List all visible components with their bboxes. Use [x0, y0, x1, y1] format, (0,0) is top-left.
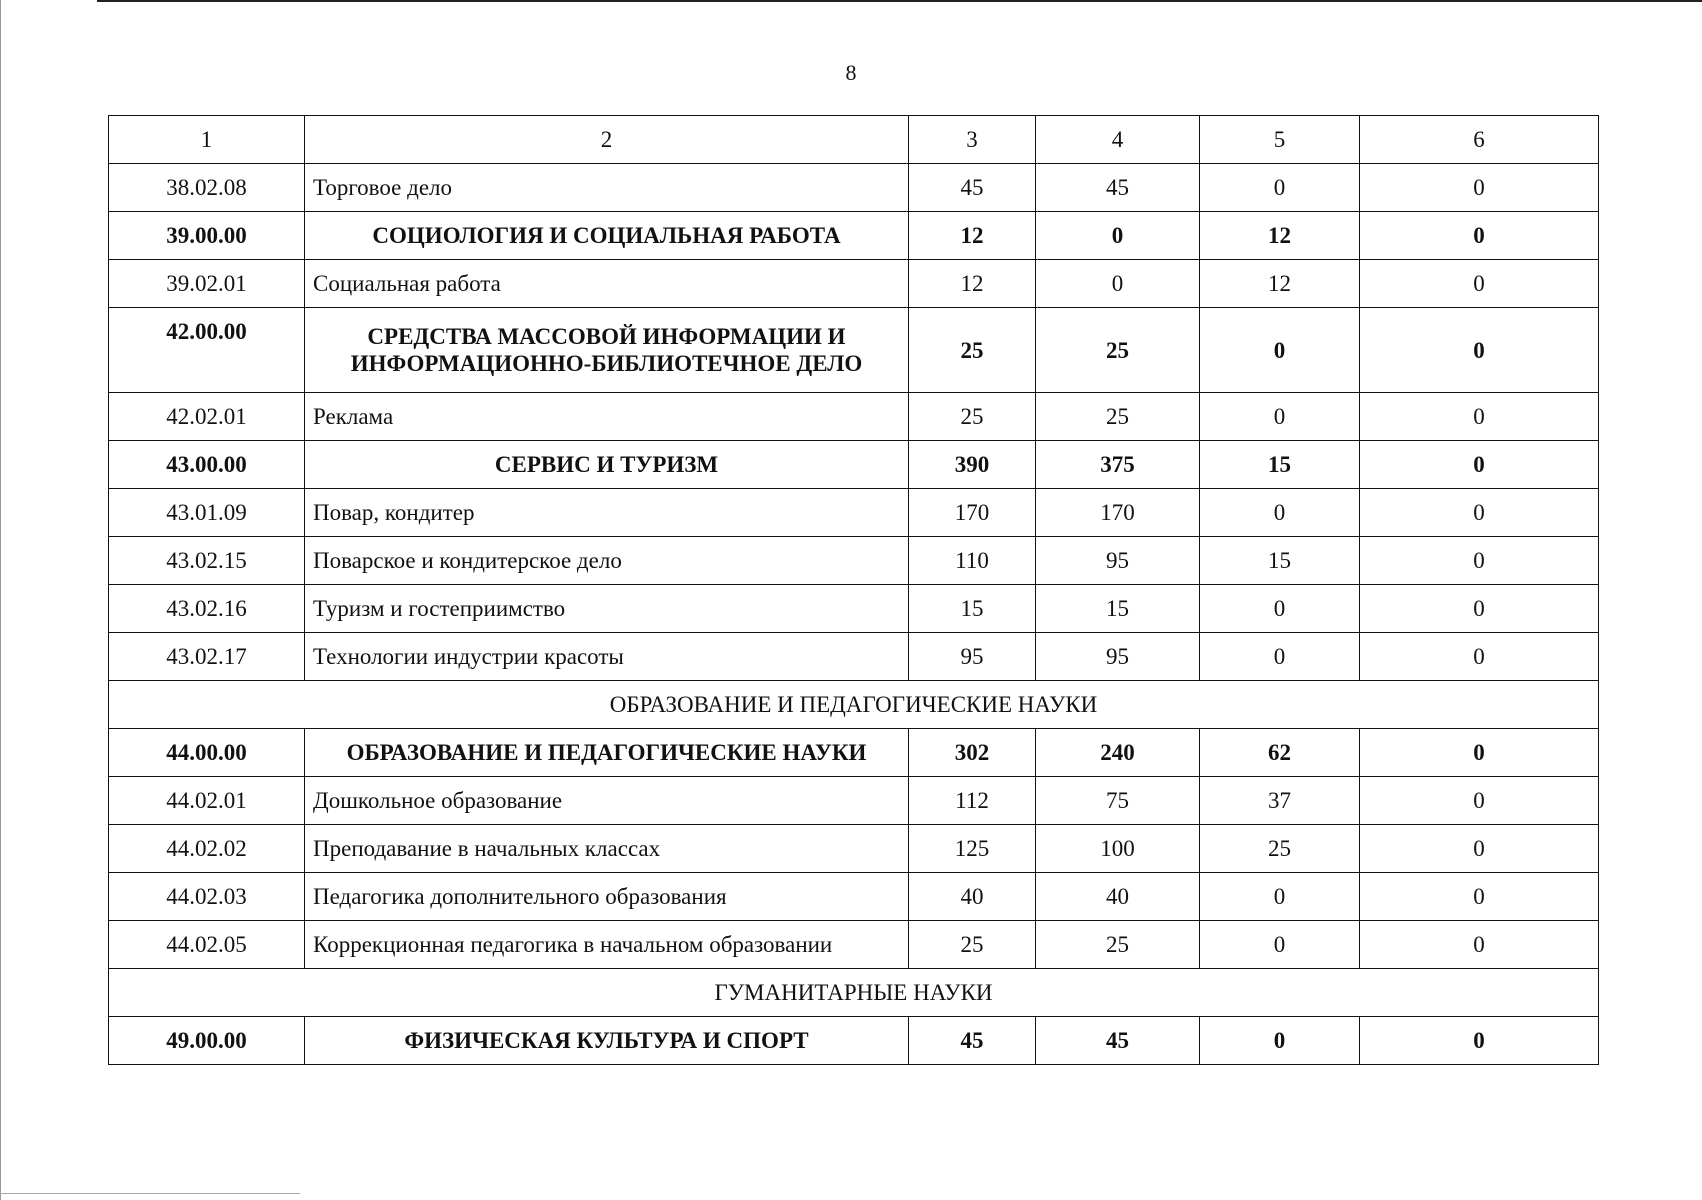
header-cell: 1 — [109, 116, 305, 164]
col5-cell: 0 — [1200, 1017, 1360, 1065]
col4-cell: 95 — [1036, 633, 1200, 681]
code-cell: 44.02.03 — [109, 873, 305, 921]
col5-cell: 0 — [1200, 489, 1360, 537]
name-cell: Дошкольное образование — [305, 777, 909, 825]
name-cell: Торговое дело — [305, 164, 909, 212]
name-cell: Социальная работа — [305, 260, 909, 308]
group-row — [109, 212, 1599, 260]
col6-cell: 0 — [1360, 212, 1599, 260]
col3-cell: 95 — [909, 633, 1036, 681]
table-body — [109, 116, 1599, 1065]
col3-cell: 25 — [909, 921, 1036, 969]
col3-cell: 15 — [909, 585, 1036, 633]
col6-cell: 0 — [1360, 164, 1599, 212]
col4-cell: 375 — [1036, 441, 1200, 489]
col3-cell: 25 — [909, 308, 1036, 393]
col3-cell: 25 — [909, 393, 1036, 441]
col6-cell: 0 — [1360, 489, 1599, 537]
code-cell: 43.01.09 — [109, 489, 305, 537]
section-row — [109, 969, 1599, 1017]
section-row — [109, 681, 1599, 729]
col6-cell: 0 — [1360, 537, 1599, 585]
header-cell: 5 — [1200, 116, 1360, 164]
col4-cell: 25 — [1036, 393, 1200, 441]
scan-left-edge — [0, 0, 1, 1200]
table-row — [109, 489, 1599, 537]
table-row — [109, 825, 1599, 873]
col5-cell: 0 — [1200, 873, 1360, 921]
name-cell: СЕРВИС И ТУРИЗМ — [305, 441, 909, 489]
col4-cell: 45 — [1036, 1017, 1200, 1065]
col3-cell: 170 — [909, 489, 1036, 537]
code-cell: 43.02.15 — [109, 537, 305, 585]
table-row — [109, 777, 1599, 825]
table-row — [109, 164, 1599, 212]
col5-cell: 0 — [1200, 633, 1360, 681]
name-cell: СРЕДСТВА МАССОВОЙ ИНФОРМАЦИИ И ИНФОРМАЦИОННО-БИБЛИОТЕЧНОЕ ДЕЛО — [305, 308, 909, 393]
col3-cell: 112 — [909, 777, 1036, 825]
scan-top-edge — [97, 0, 1702, 2]
col6-cell: 0 — [1360, 873, 1599, 921]
name-cell: Преподавание в начальных классах — [305, 825, 909, 873]
col4-cell: 0 — [1036, 260, 1200, 308]
code-cell: 39.02.01 — [109, 260, 305, 308]
section-title: ОБРАЗОВАНИЕ И ПЕДАГОГИЧЕСКИЕ НАУКИ — [109, 681, 1599, 729]
table-row — [109, 585, 1599, 633]
code-cell: 44.02.01 — [109, 777, 305, 825]
code-cell: 44.00.00 — [109, 729, 305, 777]
col4-cell: 15 — [1036, 585, 1200, 633]
code-cell: 42.02.01 — [109, 393, 305, 441]
col4-cell: 240 — [1036, 729, 1200, 777]
code-cell: 43.00.00 — [109, 441, 305, 489]
group-row — [109, 1017, 1599, 1065]
col4-cell: 100 — [1036, 825, 1200, 873]
col5-cell: 25 — [1200, 825, 1360, 873]
col5-cell: 37 — [1200, 777, 1360, 825]
col6-cell: 0 — [1360, 308, 1599, 393]
header-cell: 2 — [305, 116, 909, 164]
table-row — [109, 537, 1599, 585]
table-row — [109, 260, 1599, 308]
col6-cell: 0 — [1360, 585, 1599, 633]
col5-cell: 0 — [1200, 308, 1360, 393]
header-cell: 4 — [1036, 116, 1200, 164]
col5-cell: 15 — [1200, 441, 1360, 489]
scan-bottom-edge — [0, 1193, 300, 1194]
table-row — [109, 393, 1599, 441]
col3-cell: 40 — [909, 873, 1036, 921]
group-row — [109, 729, 1599, 777]
code-cell: 43.02.16 — [109, 585, 305, 633]
name-cell: ФИЗИЧЕСКАЯ КУЛЬТУРА И СПОРТ — [305, 1017, 909, 1065]
col3-cell: 390 — [909, 441, 1036, 489]
col6-cell: 0 — [1360, 1017, 1599, 1065]
col3-cell: 12 — [909, 260, 1036, 308]
code-cell: 43.02.17 — [109, 633, 305, 681]
col3-cell: 12 — [909, 212, 1036, 260]
col3-cell: 45 — [909, 164, 1036, 212]
name-cell: Реклама — [305, 393, 909, 441]
name-cell: ОБРАЗОВАНИЕ И ПЕДАГОГИЧЕСКИЕ НАУКИ — [305, 729, 909, 777]
col6-cell: 0 — [1360, 825, 1599, 873]
col5-cell: 0 — [1200, 921, 1360, 969]
name-cell: СОЦИОЛОГИЯ И СОЦИАЛЬНАЯ РАБОТА — [305, 212, 909, 260]
col4-cell: 75 — [1036, 777, 1200, 825]
col5-cell: 0 — [1200, 393, 1360, 441]
code-cell: 38.02.08 — [109, 164, 305, 212]
col6-cell: 0 — [1360, 441, 1599, 489]
group-row — [109, 308, 1599, 393]
code-cell: 44.02.02 — [109, 825, 305, 873]
col6-cell: 0 — [1360, 260, 1599, 308]
name-cell: Поварское и кондитерское дело — [305, 537, 909, 585]
col6-cell: 0 — [1360, 729, 1599, 777]
header-cell: 3 — [909, 116, 1036, 164]
code-cell: 49.00.00 — [109, 1017, 305, 1065]
col6-cell: 0 — [1360, 633, 1599, 681]
specialty-table — [108, 115, 1599, 1065]
col5-cell: 0 — [1200, 585, 1360, 633]
col5-cell: 62 — [1200, 729, 1360, 777]
col6-cell: 0 — [1360, 777, 1599, 825]
name-cell: Педагогика дополнительного образования — [305, 873, 909, 921]
col3-cell: 45 — [909, 1017, 1036, 1065]
col5-cell: 0 — [1200, 164, 1360, 212]
col4-cell: 25 — [1036, 308, 1200, 393]
header-row — [109, 116, 1599, 164]
col4-cell: 45 — [1036, 164, 1200, 212]
table-row — [109, 921, 1599, 969]
name-cell: Повар, кондитер — [305, 489, 909, 537]
col6-cell: 0 — [1360, 393, 1599, 441]
header-cell: 6 — [1360, 116, 1599, 164]
page-number: 8 — [845, 60, 857, 85]
name-cell: Туризм и гостеприимство — [305, 585, 909, 633]
col4-cell: 40 — [1036, 873, 1200, 921]
table-row — [109, 873, 1599, 921]
col5-cell: 12 — [1200, 212, 1360, 260]
col4-cell: 95 — [1036, 537, 1200, 585]
section-title: ГУМАНИТАРНЫЕ НАУКИ — [109, 969, 1599, 1017]
group-row — [109, 441, 1599, 489]
col3-cell: 302 — [909, 729, 1036, 777]
col4-cell: 170 — [1036, 489, 1200, 537]
col5-cell: 15 — [1200, 537, 1360, 585]
col3-cell: 125 — [909, 825, 1036, 873]
col6-cell: 0 — [1360, 921, 1599, 969]
code-cell: 39.00.00 — [109, 212, 305, 260]
code-cell: 44.02.05 — [109, 921, 305, 969]
name-cell: Технологии индустрии красоты — [305, 633, 909, 681]
name-cell: Коррекционная педагогика в начальном образовании — [305, 921, 909, 969]
col5-cell: 12 — [1200, 260, 1360, 308]
code-cell: 42.00.00 — [109, 308, 305, 393]
col4-cell: 25 — [1036, 921, 1200, 969]
table-row — [109, 633, 1599, 681]
col3-cell: 110 — [909, 537, 1036, 585]
col4-cell: 0 — [1036, 212, 1200, 260]
